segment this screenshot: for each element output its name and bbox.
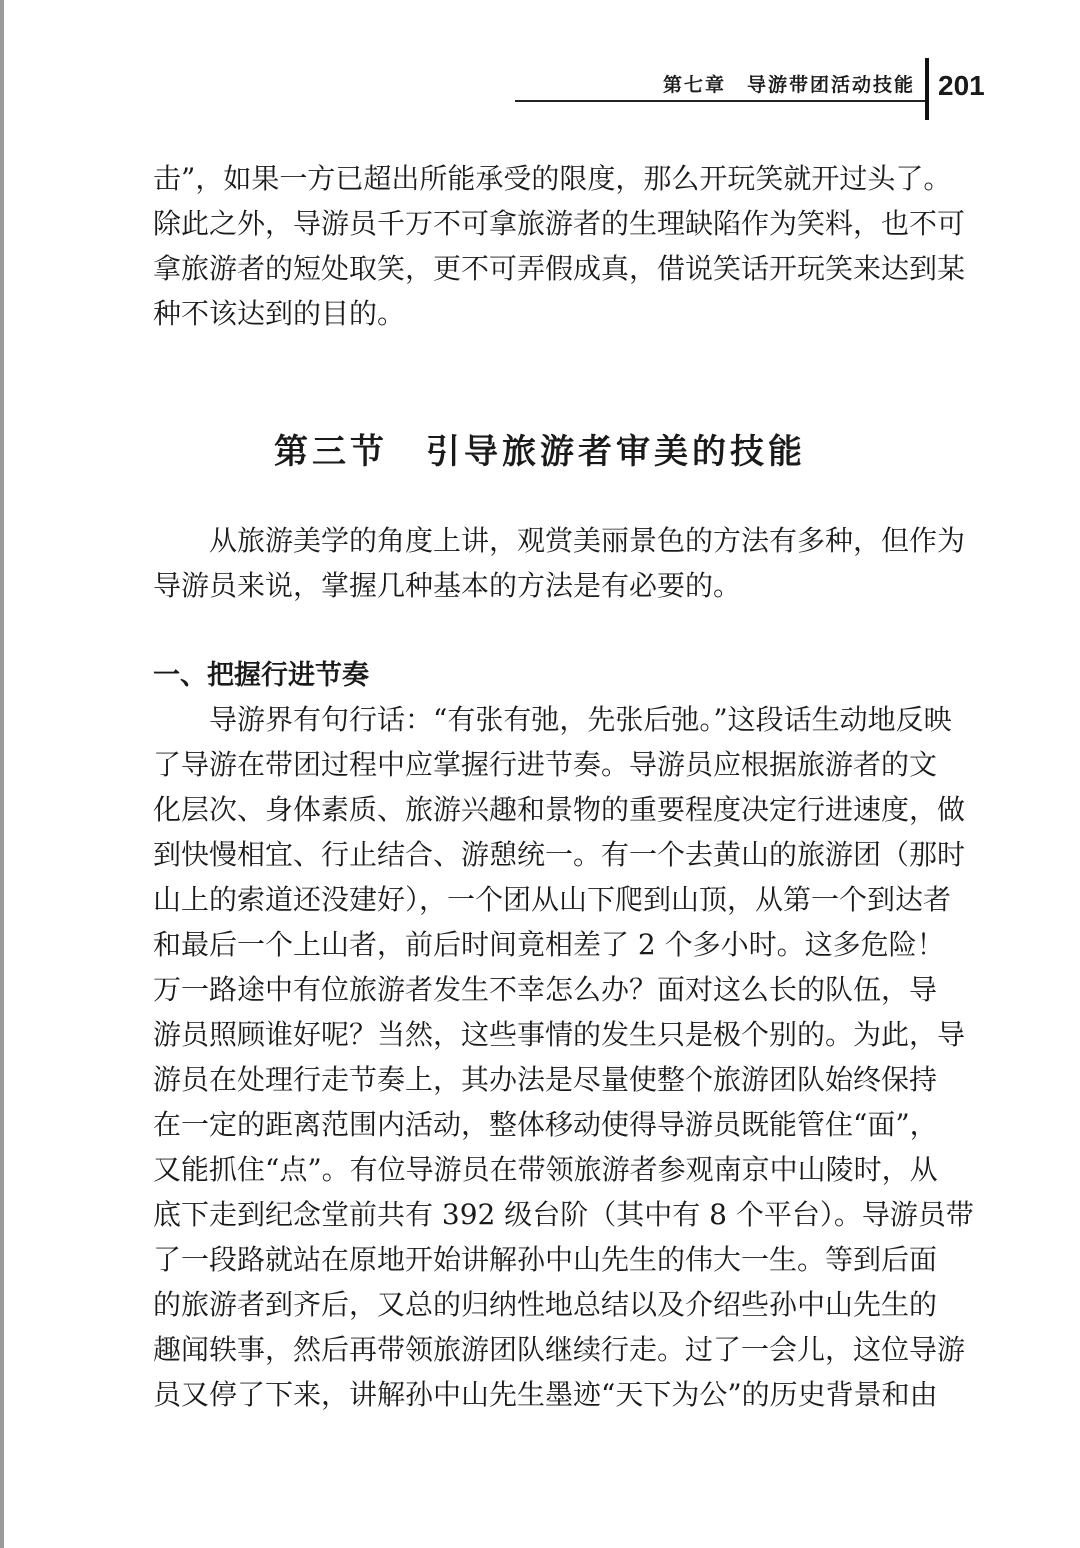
chapter-title: 第七章 导游带团活动技能: [662, 74, 915, 96]
text-line: 员又停了下来，讲解孙中山先生墨迹“天下为公”的历史背景和由: [153, 1378, 938, 1411]
page-edge: [0, 0, 4, 1548]
text-line: 导游员来说，掌握几种基本的方法是有必要的。: [153, 569, 742, 602]
text-line: 除此之外，导游员千万不可拿旅游者的生理缺陷作为笑料，也不可: [153, 207, 966, 240]
text-line: 和最后一个上山者，前后时间竟相差了 2 个多小时。这多危险！: [153, 928, 945, 961]
text-line: 从旅游美学的角度上讲，观赏美丽景色的方法有多种，但作为: [209, 524, 966, 557]
text-line: 了一段路就站在原地开始讲解孙中山先生的伟大一生。等到后面: [153, 1243, 938, 1276]
text-line: 拿旅游者的短处取笑，更不可弄假成真，借说笑话开玩笑来达到某: [153, 252, 966, 285]
text-line: 趣闻轶事，然后再带领旅游团队继续行走。过了一会儿，这位导游: [153, 1333, 966, 1366]
page-number: 201: [938, 70, 985, 101]
running-header: [515, 68, 927, 102]
text-line: 到快慢相宜、行止结合、游憩统一。有一个去黄山的旅游团（那时: [153, 838, 966, 871]
text-line: 在一定的距离范围内活动，整体移动使得导游员既能管住“面”，: [153, 1108, 938, 1141]
text-line: 游员照顾谁好呢？当然，这些事情的发生只是极个别的。为此，导: [153, 1018, 966, 1051]
text-line: 了导游在带团过程中应掌握行进节奏。导游员应根据旅游者的文: [153, 748, 938, 781]
text-line: 山上的索道还没建好），一个团从山下爬到山顶，从第一个到达者: [153, 883, 952, 916]
text-line: 底下走到纪念堂前共有 392 级台阶（其中有 8 个平台）。导游员带: [153, 1198, 974, 1231]
header-divider: [925, 58, 929, 120]
subheading: 一、把握行进节奏: [153, 660, 369, 691]
section-title: 第三节 引导旅游者审美的技能: [274, 432, 806, 472]
text-line: 游员在处理行走节奏上，其办法是尽量使整个旅游团队始终保持: [153, 1063, 938, 1096]
text-line: 万一路途中有位旅游者发生不幸怎么办？面对这么长的队伍，导: [153, 973, 938, 1006]
text-line: 击”，如果一方已超出所能承受的限度，那么开玩笑就开过头了。: [153, 162, 952, 195]
text-line: 又能抓住“点”。有位导游员在带领旅游者参观南京中山陵时，从: [153, 1153, 938, 1186]
text-line: 种不该达到的目的。: [153, 297, 406, 330]
text-line: 的旅游者到齐后，又总的归纳性地总结以及介绍些孙中山先生的: [153, 1288, 938, 1321]
text-line: 化层次、身体素质、旅游兴趣和景物的重要程度决定行进速度，做: [153, 793, 966, 826]
text-line: 导游界有句行话：“有张有弛，先张后弛。”这段话生动地反映: [209, 703, 952, 736]
